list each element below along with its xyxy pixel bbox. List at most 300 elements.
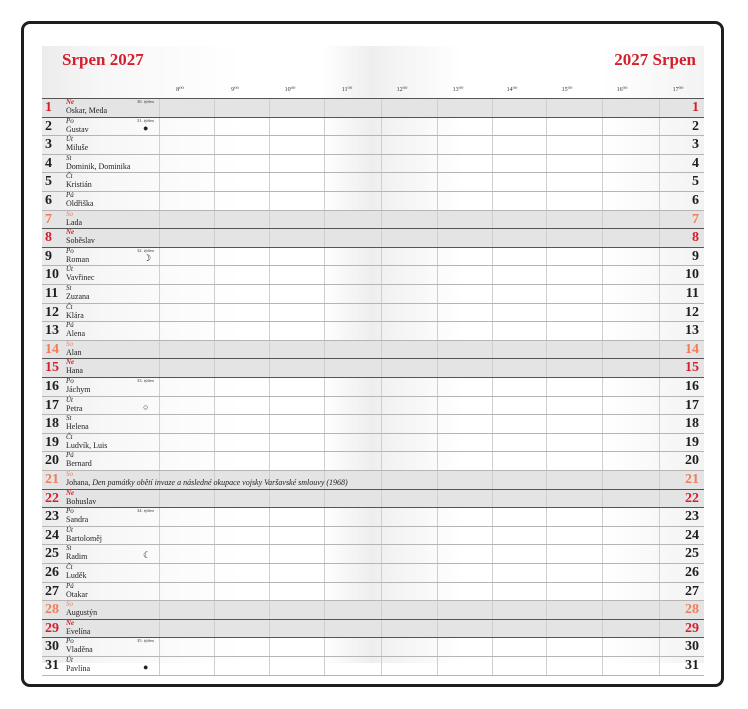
hour-divider <box>324 359 325 377</box>
hour-divider <box>269 304 270 322</box>
hour-divider <box>214 583 215 601</box>
hour-header <box>42 86 704 98</box>
hour-divider <box>659 118 660 136</box>
hour-divider <box>381 304 382 322</box>
planner-page <box>42 46 704 673</box>
hour-divider <box>602 118 603 136</box>
name-day <box>66 459 92 468</box>
hour-divider <box>659 173 660 191</box>
day-number-right: 26 <box>685 565 699 580</box>
weekday-abbrev: St <box>66 414 72 423</box>
hour-divider <box>602 452 603 470</box>
holiday-note: Den památky obětí invaze a následné okupace vojsky Varšavské smlouvy (1968) <box>90 478 348 487</box>
hour-divider <box>381 359 382 377</box>
day-row[interactable] <box>42 470 704 489</box>
day-number-right: 1 <box>692 100 699 115</box>
hour-divider <box>602 155 603 173</box>
day-number-right: 22 <box>685 490 699 506</box>
day-row[interactable] <box>42 451 704 470</box>
hour-divider <box>324 341 325 359</box>
name-day-text: Oldřiška <box>66 199 94 208</box>
name-day <box>66 199 94 208</box>
day-number-left: 30 <box>45 639 59 655</box>
name-day <box>66 348 82 357</box>
hour-divider <box>602 471 603 489</box>
hour-divider <box>602 378 603 396</box>
weekday-abbrev: So <box>66 339 73 348</box>
name-day <box>66 311 84 320</box>
day-row[interactable] <box>42 358 704 377</box>
hour-divider <box>492 192 493 210</box>
name-day <box>66 664 90 673</box>
hour-divider <box>492 397 493 415</box>
hour-divider <box>381 136 382 154</box>
hour-divider <box>214 211 215 229</box>
name-day-text: Soběslav <box>66 236 95 246</box>
day-row[interactable] <box>42 154 704 173</box>
hour-divider <box>159 397 160 415</box>
name-day-text: Jáchym <box>66 385 91 394</box>
name-day-text: Lada <box>66 217 82 227</box>
day-row[interactable] <box>42 321 704 340</box>
day-number-left: 31 <box>45 658 59 673</box>
hour-divider <box>659 434 660 452</box>
hour-divider <box>437 192 438 210</box>
hour-divider <box>381 564 382 582</box>
day-number-right: 7 <box>692 211 699 227</box>
full-moon-icon: ○ <box>143 401 149 412</box>
day-row[interactable] <box>42 265 704 284</box>
hour-divider <box>324 397 325 415</box>
hour-divider <box>437 118 438 136</box>
hour-divider <box>159 527 160 545</box>
hour-divider <box>159 583 160 601</box>
hour-divider <box>214 304 215 322</box>
hour-divider <box>492 304 493 322</box>
day-row[interactable] <box>42 117 704 136</box>
hour-divider <box>214 657 215 675</box>
weekday-abbrev: Ne <box>66 488 75 497</box>
day-row[interactable] <box>42 377 704 396</box>
hour-divider <box>546 583 547 601</box>
day-number-right: 11 <box>685 286 699 301</box>
hour-divider <box>546 378 547 396</box>
day-number-right: 5 <box>692 174 699 190</box>
week-number: 34. týden <box>137 508 154 514</box>
hour-label: 10⁰⁰ <box>284 87 296 93</box>
hour-divider <box>159 359 160 377</box>
weekday-abbrev: Čt <box>66 172 73 181</box>
hour-label: 16⁰⁰ <box>616 87 628 93</box>
hour-divider <box>269 136 270 154</box>
weekday-abbrev: So <box>66 209 73 218</box>
hour-divider <box>492 620 493 638</box>
hour-divider <box>437 490 438 508</box>
last-quarter-moon-icon: ☾ <box>143 550 152 561</box>
day-row[interactable] <box>42 284 704 303</box>
hour-divider <box>437 564 438 582</box>
day-row[interactable] <box>42 414 704 433</box>
hour-divider <box>324 601 325 619</box>
week-number: 32. týden <box>137 247 154 253</box>
hour-divider <box>214 490 215 508</box>
hour-divider <box>546 341 547 359</box>
hour-divider <box>492 564 493 582</box>
weekday-abbrev: Út <box>66 395 73 404</box>
name-day-text: Alena <box>66 329 86 339</box>
week-number: 33. týden <box>137 378 154 383</box>
hour-divider <box>159 508 160 526</box>
day-number-left: 2 <box>45 118 52 134</box>
name-day <box>66 180 92 189</box>
hour-divider <box>437 322 438 340</box>
hour-divider <box>546 620 547 638</box>
name-day-text: Roman <box>66 254 90 264</box>
weekday-abbrev: Pá <box>66 581 74 590</box>
new-moon-icon: ● <box>143 662 149 672</box>
day-row[interactable] <box>42 210 704 229</box>
hour-divider <box>437 341 438 359</box>
hour-label: 15⁰⁰ <box>561 87 573 93</box>
name-day-text: Miluše <box>66 143 89 153</box>
hour-divider <box>324 583 325 601</box>
day-row[interactable] <box>42 303 704 322</box>
name-day <box>66 218 82 227</box>
day-row[interactable] <box>42 600 704 619</box>
hour-divider <box>381 620 382 638</box>
hour-divider <box>546 657 547 675</box>
hour-divider <box>437 471 438 489</box>
hour-divider <box>437 211 438 229</box>
hour-divider <box>324 229 325 247</box>
name-day-text: Otakar <box>66 589 88 599</box>
name-day <box>66 255 89 264</box>
hour-divider <box>659 583 660 601</box>
day-row[interactable] <box>42 191 704 210</box>
hour-divider <box>492 266 493 284</box>
day-row[interactable] <box>42 637 704 656</box>
hour-divider <box>546 397 547 415</box>
hour-divider <box>269 359 270 377</box>
hour-divider <box>214 359 215 377</box>
hour-divider <box>659 620 660 638</box>
name-day <box>66 162 130 171</box>
name-day-text: Augustýn <box>66 608 98 618</box>
hour-divider <box>437 620 438 638</box>
hour-divider <box>437 304 438 322</box>
hour-divider <box>214 434 215 452</box>
hour-divider <box>659 322 660 340</box>
hour-divider <box>214 266 215 284</box>
hour-divider <box>437 397 438 415</box>
day-row[interactable] <box>42 582 704 601</box>
hour-divider <box>437 583 438 601</box>
name-day-text: Bohuslav <box>66 496 97 506</box>
day-row[interactable] <box>42 228 704 247</box>
day-number-right: 6 <box>692 193 699 208</box>
day-row[interactable] <box>42 396 704 415</box>
hour-divider <box>159 99 160 117</box>
hour-divider <box>214 564 215 582</box>
hour-divider <box>492 211 493 229</box>
day-row[interactable] <box>42 544 704 563</box>
name-day <box>66 404 82 413</box>
weekday-abbrev: So <box>66 470 73 478</box>
day-row[interactable] <box>42 433 704 452</box>
name-day-text: Johana, <box>66 478 91 487</box>
day-number-right: 25 <box>685 546 699 562</box>
hour-divider <box>602 601 603 619</box>
hour-divider <box>602 434 603 452</box>
hour-divider <box>159 601 160 619</box>
hour-divider <box>659 378 660 396</box>
weekday-abbrev: Po <box>66 637 74 646</box>
hour-divider <box>381 415 382 433</box>
name-day-text: Luděk <box>66 571 87 580</box>
hour-divider <box>269 415 270 433</box>
name-day-text: Alan <box>66 347 82 357</box>
hour-divider <box>546 229 547 247</box>
hour-divider <box>381 508 382 526</box>
day-number-left: 25 <box>45 546 59 562</box>
name-day <box>66 106 107 115</box>
hour-divider <box>492 638 493 656</box>
hour-label: 14⁰⁰ <box>506 87 518 93</box>
hour-divider <box>381 229 382 247</box>
hour-divider <box>214 322 215 340</box>
name-day <box>66 385 90 394</box>
hour-divider <box>269 322 270 340</box>
hour-divider <box>437 415 438 433</box>
day-number-right: 2 <box>692 118 699 134</box>
name-day <box>66 627 90 636</box>
hour-divider <box>381 657 382 675</box>
hour-divider <box>437 155 438 173</box>
hour-divider <box>381 452 382 470</box>
hour-divider <box>492 657 493 675</box>
day-number-right: 10 <box>685 267 699 283</box>
hour-divider <box>214 397 215 415</box>
hour-divider <box>492 341 493 359</box>
hour-divider <box>269 173 270 191</box>
hour-divider <box>324 490 325 508</box>
planner-frame <box>21 21 724 687</box>
hour-divider <box>546 285 547 303</box>
day-number-right: 16 <box>685 379 699 394</box>
hour-divider <box>269 583 270 601</box>
weekday-abbrev: Út <box>66 656 73 664</box>
name-day-text: Klára <box>66 310 84 320</box>
day-number-left: 11 <box>45 286 59 301</box>
hour-divider <box>324 415 325 433</box>
weekday-abbrev: Čt <box>66 302 73 311</box>
hour-divider <box>659 471 660 489</box>
day-row[interactable] <box>42 563 704 582</box>
hour-divider <box>546 415 547 433</box>
name-day-text: Dominik, Dominika <box>66 161 131 171</box>
hour-divider <box>659 304 660 322</box>
hour-divider <box>159 155 160 173</box>
hour-divider <box>659 248 660 266</box>
hour-divider <box>546 434 547 452</box>
name-day <box>66 236 95 245</box>
hour-divider <box>659 397 660 415</box>
hour-divider <box>659 266 660 284</box>
hour-divider <box>324 545 325 563</box>
weekday-abbrev: Pá <box>66 191 74 199</box>
name-day-text: Kristián <box>66 180 92 190</box>
hour-divider <box>324 452 325 470</box>
hour-divider <box>602 583 603 601</box>
name-day-text: Vavřinec <box>66 273 95 283</box>
hour-divider <box>214 545 215 563</box>
hour-divider <box>546 545 547 563</box>
hour-divider <box>214 415 215 433</box>
name-day-text: Petra <box>66 403 83 413</box>
hour-divider <box>214 99 215 117</box>
weekday-abbrev: Čt <box>66 563 73 571</box>
hour-divider <box>269 657 270 675</box>
day-number-left: 3 <box>45 137 52 153</box>
hour-divider <box>324 285 325 303</box>
hour-divider <box>214 601 215 619</box>
day-row[interactable] <box>42 135 704 154</box>
hour-divider <box>546 508 547 526</box>
hour-divider <box>546 155 547 173</box>
hour-divider <box>159 211 160 229</box>
hour-divider <box>602 527 603 545</box>
hour-divider <box>324 266 325 284</box>
day-number-left: 16 <box>45 379 59 394</box>
name-day-text: Vladěna <box>66 645 93 655</box>
hour-label: 12⁰⁰ <box>396 87 408 93</box>
hour-divider <box>324 248 325 266</box>
day-row[interactable] <box>42 489 704 508</box>
weekday-abbrev: Po <box>66 377 74 385</box>
name-day-text: Hana <box>66 366 83 376</box>
hour-divider <box>546 136 547 154</box>
day-number-left: 26 <box>45 565 59 580</box>
hour-divider <box>602 359 603 377</box>
hour-divider <box>546 601 547 619</box>
hour-divider <box>659 657 660 675</box>
hour-divider <box>437 527 438 545</box>
day-number-right: 18 <box>685 416 699 432</box>
hour-divider <box>159 620 160 638</box>
hour-divider <box>602 136 603 154</box>
day-row[interactable] <box>42 507 704 526</box>
name-day-text: Oskar, Meda <box>66 106 107 115</box>
hour-divider <box>269 341 270 359</box>
hour-divider <box>492 229 493 247</box>
day-row[interactable] <box>42 98 704 117</box>
hour-divider <box>214 285 215 303</box>
hour-divider <box>159 118 160 136</box>
hour-divider <box>159 266 160 284</box>
day-row[interactable] <box>42 340 704 359</box>
hour-divider <box>381 638 382 656</box>
hour-divider <box>602 415 603 433</box>
hour-divider <box>602 564 603 582</box>
weekday-abbrev: Po <box>66 507 74 516</box>
hour-divider <box>269 192 270 210</box>
name-day <box>66 366 83 375</box>
day-row[interactable] <box>42 656 704 675</box>
name-day <box>66 125 89 134</box>
hour-divider <box>214 508 215 526</box>
hour-divider <box>269 452 270 470</box>
hour-divider <box>437 248 438 266</box>
hour-divider <box>602 341 603 359</box>
day-number-left: 10 <box>45 267 59 283</box>
hour-divider <box>602 638 603 656</box>
day-number-right: 23 <box>685 509 699 525</box>
hour-divider <box>381 490 382 508</box>
hour-divider <box>492 452 493 470</box>
hour-divider <box>324 136 325 154</box>
hour-divider <box>492 601 493 619</box>
hour-divider <box>546 564 547 582</box>
hour-label: 8⁰⁰ <box>176 87 184 93</box>
day-number-left: 1 <box>45 100 52 115</box>
hour-divider <box>269 378 270 396</box>
hour-divider <box>269 99 270 117</box>
day-number-left: 12 <box>45 304 59 320</box>
hour-divider <box>324 99 325 117</box>
hour-divider <box>492 490 493 508</box>
name-day <box>66 497 96 506</box>
hour-divider <box>214 378 215 396</box>
day-number-left: 6 <box>45 193 52 208</box>
hour-divider <box>381 248 382 266</box>
day-row[interactable] <box>42 619 704 638</box>
new-moon-icon: ● <box>143 122 149 133</box>
hour-divider <box>437 452 438 470</box>
hour-divider <box>492 118 493 136</box>
day-row[interactable] <box>42 526 704 545</box>
day-number-left: 15 <box>45 360 59 376</box>
hour-divider <box>324 564 325 582</box>
name-day <box>66 329 85 338</box>
hour-divider <box>492 545 493 563</box>
day-row[interactable] <box>42 247 704 266</box>
hour-divider <box>546 304 547 322</box>
hour-divider <box>214 173 215 191</box>
hour-divider <box>437 657 438 675</box>
hour-divider <box>269 229 270 247</box>
hour-divider <box>269 527 270 545</box>
hour-divider <box>437 638 438 656</box>
name-day <box>66 478 348 487</box>
hour-divider <box>214 118 215 136</box>
hour-divider <box>159 564 160 582</box>
name-day-text: Bernard <box>66 459 92 469</box>
hour-divider <box>381 99 382 117</box>
hour-divider <box>324 304 325 322</box>
hour-divider <box>437 229 438 247</box>
name-day-text: Pavlína <box>66 664 90 673</box>
hour-divider <box>602 229 603 247</box>
hour-divider <box>159 638 160 656</box>
day-row[interactable] <box>42 172 704 191</box>
hour-divider <box>492 155 493 173</box>
hour-divider <box>492 248 493 266</box>
name-day <box>66 143 88 152</box>
weekday-abbrev: Ne <box>66 358 75 367</box>
hour-divider <box>159 545 160 563</box>
hour-divider <box>602 304 603 322</box>
hour-divider <box>381 378 382 396</box>
